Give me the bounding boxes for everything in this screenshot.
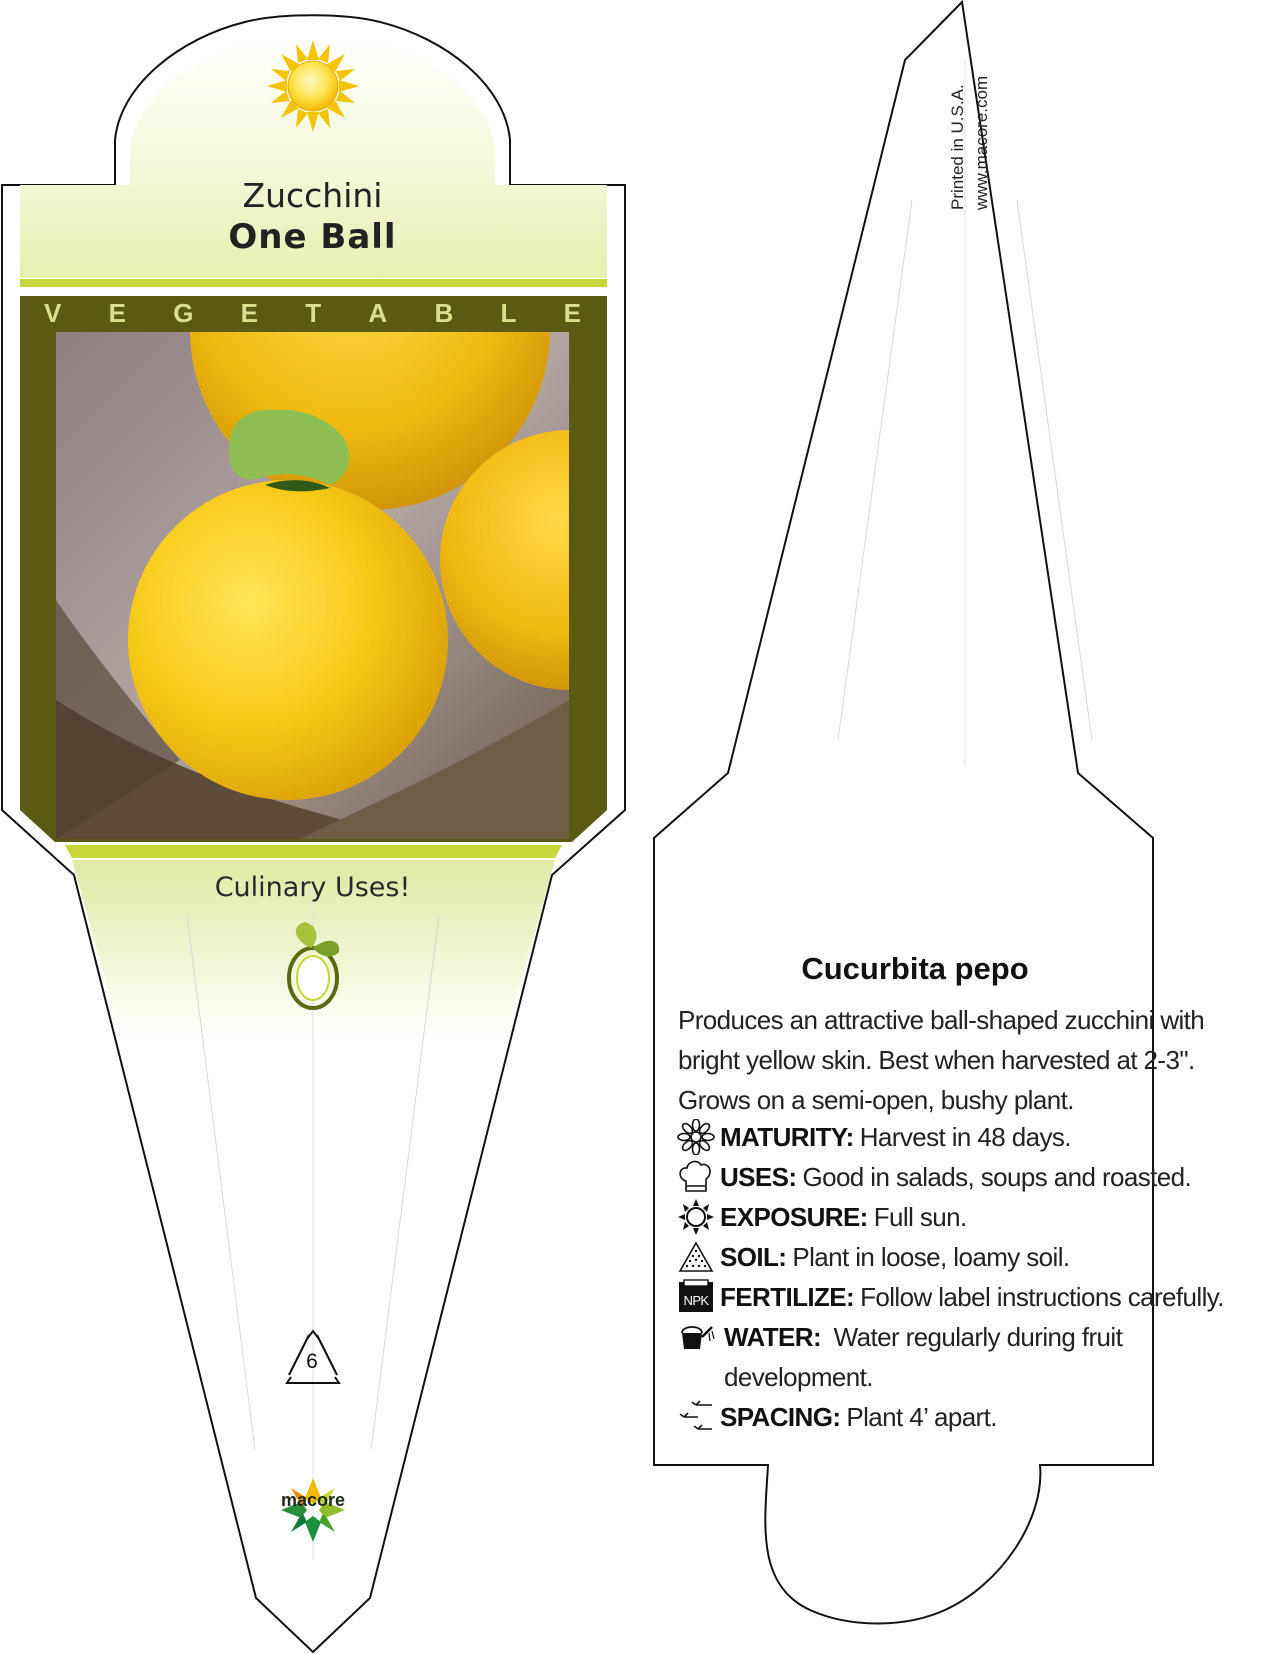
category-letter: G [173, 298, 194, 328]
culinary-uses-label: Culinary Uses! [214, 872, 411, 903]
care-text: Plant 4’ apart. [846, 1401, 997, 1432]
care-label: MATURITY: [720, 1121, 854, 1152]
npk-icon [676, 1279, 716, 1315]
care-row-spacing [676, 1397, 1256, 1437]
spacing-icon [676, 1399, 716, 1435]
website-label: www.macore.com [972, 75, 991, 210]
category-letter: T [305, 298, 322, 328]
care-text: Follow label instructions carefully. [860, 1281, 1224, 1312]
category-label [44, 298, 581, 329]
care-row-exposure [676, 1197, 1256, 1237]
care-row-maturity [676, 1117, 1256, 1157]
flower-icon [676, 1119, 716, 1155]
soil-icon [676, 1239, 716, 1275]
category-letter: V [44, 298, 62, 328]
care-label: USES: [720, 1161, 797, 1192]
watering-can-icon [676, 1319, 716, 1355]
care-text: Water regularly during fruit development. [724, 1322, 1123, 1392]
recycle-code: 6 [306, 1350, 318, 1373]
printed-info [946, 76, 994, 210]
care-text: Full sun. [873, 1201, 967, 1232]
care-row-water [676, 1317, 1256, 1397]
description: Produces an attractive ball-shaped zucchini with bright yellow skin. Best when harvested at 2-3". Grows on a semi-open, bushy plant. [678, 1005, 1205, 1115]
chef-hat-icon [676, 1159, 716, 1195]
botanical-name: Cucurbita pepo [801, 951, 1029, 986]
care-instructions [676, 1117, 1256, 1437]
care-text: Good in salads, soups and roasted. [802, 1161, 1192, 1192]
category-letter: L [500, 298, 517, 328]
category-letter: E [563, 298, 581, 328]
care-row-uses [676, 1157, 1256, 1197]
plant-type: Zucchini [242, 176, 383, 215]
category-letter: E [240, 298, 259, 328]
care-label: SPACING: [720, 1401, 841, 1432]
care-label: SOIL: [720, 1241, 787, 1272]
brand-name: macore [280, 1490, 346, 1510]
sun-icon [676, 1199, 716, 1235]
care-text: Plant in loose, loamy soil. [792, 1241, 1070, 1272]
care-label: WATER: [724, 1322, 822, 1352]
category-letter: E [108, 298, 126, 328]
care-text: Harvest in 48 days. [859, 1121, 1071, 1152]
care-label: FERTILIZE: [720, 1281, 855, 1312]
care-label: EXPOSURE: [720, 1201, 868, 1232]
variety-name: One Ball [228, 217, 397, 257]
care-row-fertilize [676, 1277, 1256, 1317]
category-letter: B [434, 298, 454, 328]
care-row-soil [676, 1237, 1256, 1277]
npk-label: NPK [683, 1293, 709, 1308]
category-letter: A [368, 298, 388, 328]
printed-in-label: Printed in U.S.A. [948, 84, 967, 210]
